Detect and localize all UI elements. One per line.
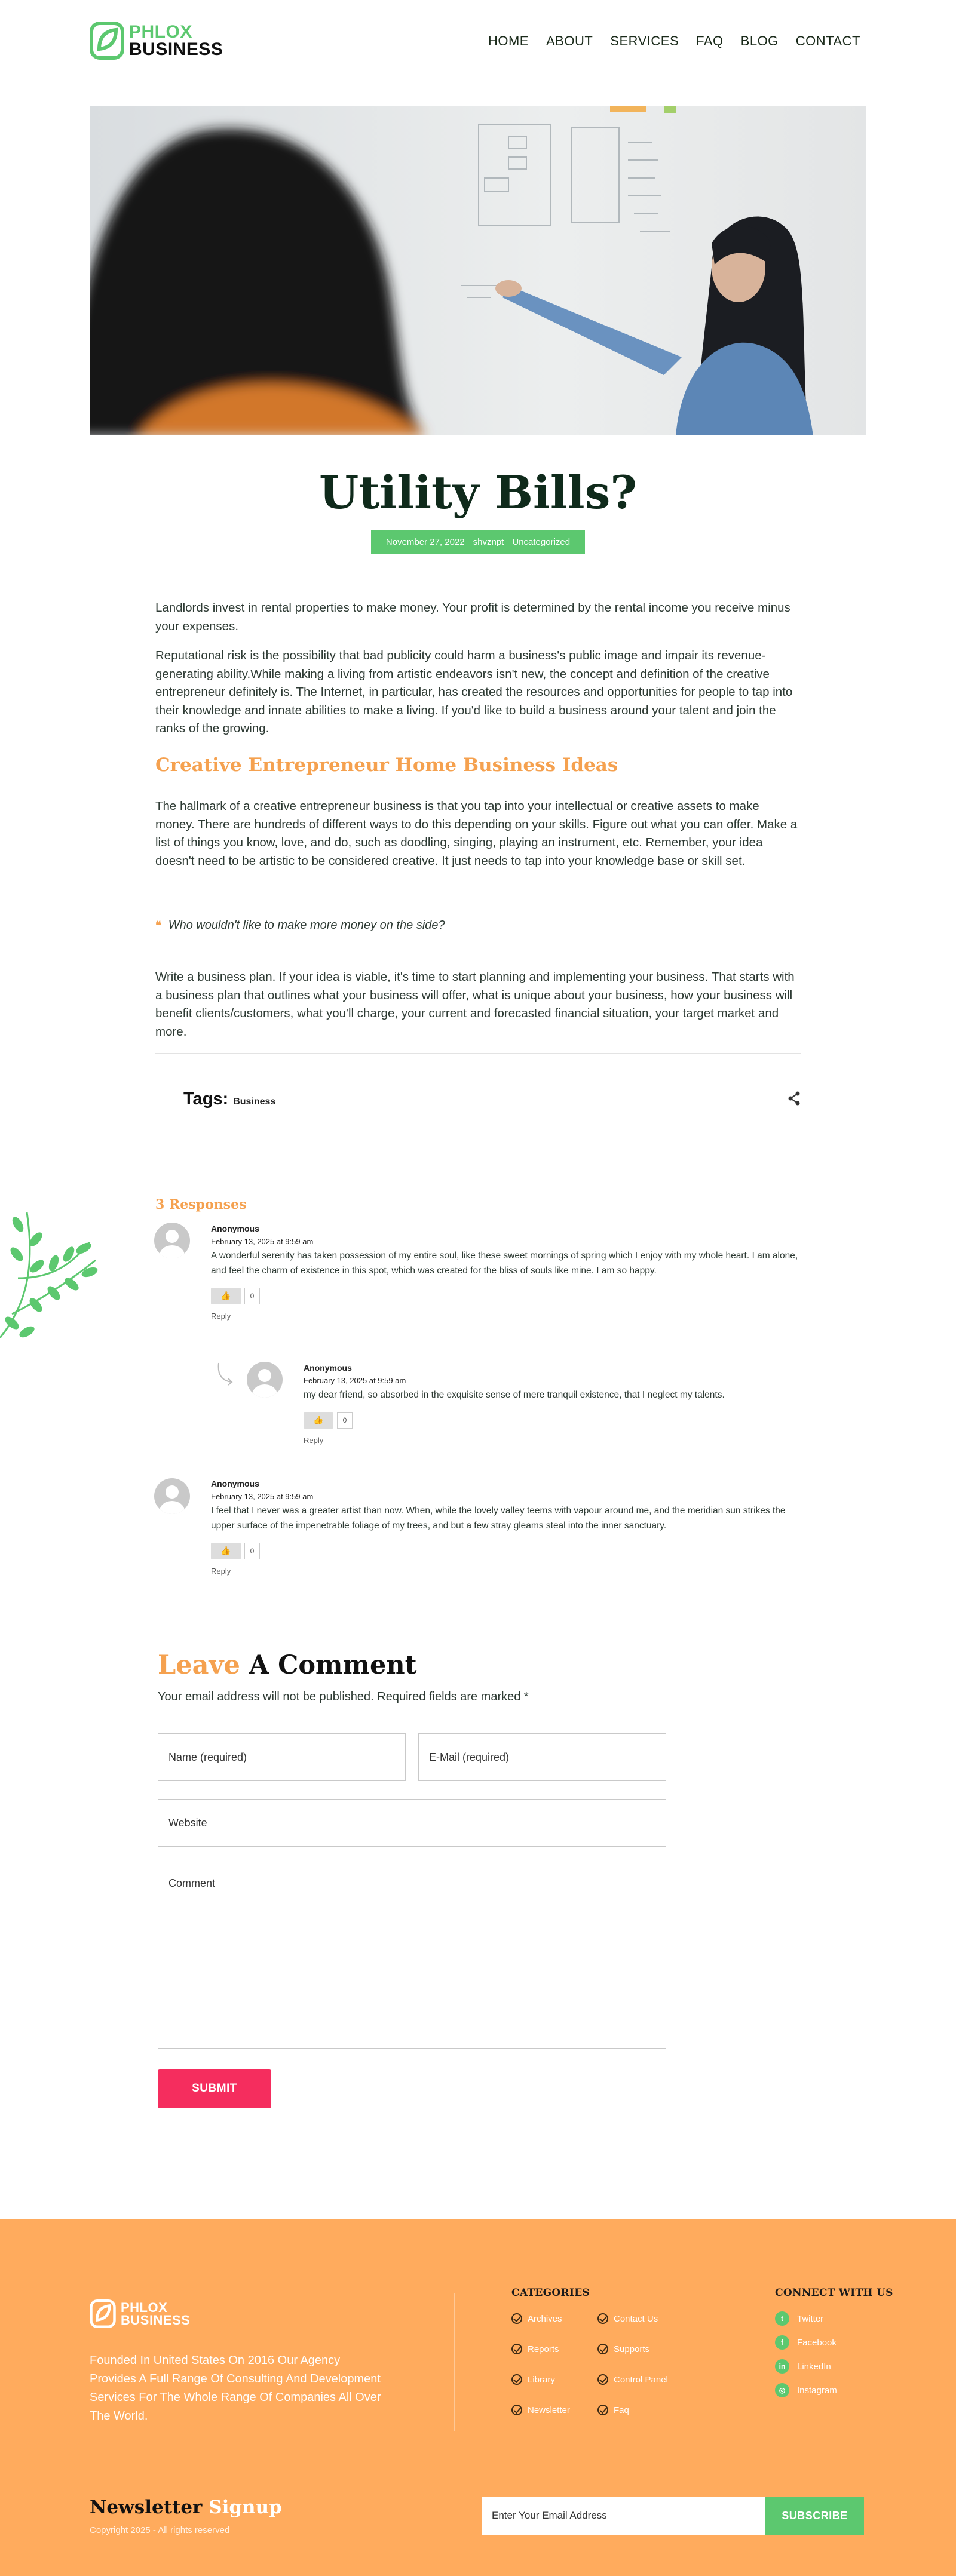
- footer-link-supports[interactable]: [598, 2344, 668, 2354]
- reply-arrow-icon: [216, 1362, 234, 1386]
- comment-text: I feel that I never was a greater artist than now. When, while the lovely valley teems with vapour around me, and the meridian sun strikes the upper surface of the impenetrable foliage of my trees, and but a few stray gleams steal into the inner sanctuary.: [211, 1506, 786, 1531]
- comment-date[interactable]: February 13, 2025 at 9:59 am: [304, 1376, 406, 1385]
- check-circle-icon: [511, 2344, 522, 2354]
- comment-date[interactable]: February 13, 2025 at 9:59 am: [211, 1492, 314, 1501]
- social-twitter[interactable]: [775, 2311, 837, 2326]
- comment: [211, 1224, 802, 1321]
- categories-title: CATEGORIES: [511, 2287, 590, 2299]
- logo-text-top: PHLOX: [129, 22, 192, 42]
- logo-icon: [90, 22, 124, 60]
- newsletter-title: [90, 2497, 282, 2518]
- comment: [211, 1479, 796, 1576]
- social-label: Instagram: [797, 2385, 837, 2396]
- footer-link-control-panel[interactable]: [598, 2374, 668, 2385]
- logo-icon: [90, 2299, 116, 2328]
- avatar: [154, 1478, 190, 1514]
- responses-title: 3 Responses: [155, 1197, 247, 1212]
- categories-col2: [598, 2313, 668, 2415]
- like-count: 0: [244, 1543, 260, 1559]
- paragraph-hallmark: The hallmark of a creative entrepreneur business is that you tap into your intellectual or creative assets to make money. There are hundreds of different ways to do this depending on your skills. Figure out what you can offer. Make a list of things you know, love, and do, such as doodling, singing, playing an instrument, etc. Remember, your idea doesn't need to be artistic to be considered creative. It just needs to tap into your knowledge base or skill set.: [155, 799, 798, 868]
- divider: [155, 1053, 801, 1054]
- footer-link-label: Reports: [528, 2344, 559, 2354]
- like-button[interactable]: 👍: [211, 1288, 241, 1304]
- leave-title-main: A Comment: [249, 1650, 417, 1680]
- paragraph-intro: Landlords invest in rental properties to make money. Your profit is determined by the rental income you receive minus your expenses.: [155, 601, 790, 633]
- footer-link-library[interactable]: [511, 2374, 570, 2385]
- submit-button[interactable]: SUBMIT: [158, 2069, 271, 2108]
- footer-about: Founded In United States On 2016 Our Agency Provides A Full Range Of Consulting And Development Services For The Whole Range Of Companies All Over The World.: [90, 2354, 381, 2423]
- post-author[interactable]: shvznpt: [473, 536, 504, 547]
- footer-link-label: Supports: [614, 2344, 650, 2354]
- social-links: [775, 2311, 837, 2397]
- comment-author: Anonymous: [304, 1363, 352, 1373]
- footer-link-label: Contact Us: [614, 2313, 658, 2324]
- nav-blog[interactable]: BLOG: [740, 33, 779, 48]
- newsletter-title-accent: Signup: [209, 2497, 282, 2518]
- categories-col1: [511, 2313, 570, 2415]
- hero-image: [90, 106, 866, 435]
- footer-separator: [454, 2293, 455, 2431]
- footer-link-faq[interactable]: [598, 2405, 668, 2415]
- footer-link-label: Archives: [528, 2313, 562, 2324]
- footer-link-label: Library: [528, 2374, 555, 2385]
- name-input[interactable]: Name (required): [158, 1733, 406, 1781]
- linkedin-icon: in: [775, 2359, 789, 2374]
- nav-services[interactable]: SERVICES: [610, 33, 679, 48]
- comment-author: Anonymous: [211, 1479, 259, 1488]
- footer-link-newsletter[interactable]: [511, 2405, 570, 2415]
- paragraph-risk: Reputational risk is the possibility that bad publicity could harm a business's public image and impair its revenue-generating ability.While making a living from artistic endeavors isn't new, the concept and definition of the creative entrepreneur definitely is. The Internet, in particular, has created the resources and opportunities for people to tap into their knowledge and innate abilities to make a living. If you'd like to build a business around your talent and join the ranks of the growing.: [155, 649, 793, 735]
- nav-contact[interactable]: CONTACT: [795, 33, 860, 48]
- leave-title-accent: Leave: [158, 1650, 240, 1680]
- social-label: LinkedIn: [797, 2361, 831, 2372]
- comment-date[interactable]: February 13, 2025 at 9:59 am: [211, 1237, 314, 1246]
- like-button[interactable]: 👍: [304, 1412, 333, 1429]
- tags-label: Tags:: [183, 1089, 229, 1109]
- avatar: [247, 1362, 283, 1398]
- reply-link[interactable]: Reply: [304, 1436, 324, 1445]
- check-circle-icon: [511, 2405, 522, 2415]
- social-linkedin[interactable]: [775, 2359, 837, 2374]
- newsletter-title-main: Newsletter: [90, 2497, 203, 2518]
- social-label: Twitter: [797, 2313, 824, 2324]
- main-nav: [488, 33, 860, 49]
- facebook-icon: f: [775, 2335, 789, 2350]
- avatar: [154, 1223, 190, 1258]
- post-title: Utility Bills?: [319, 466, 637, 519]
- connect-title: CONNECT WITH US: [775, 2287, 893, 2299]
- newsletter-email-input[interactable]: Enter Your Email Address: [482, 2497, 765, 2535]
- footer-link-label: Faq: [614, 2405, 629, 2415]
- tag-link[interactable]: Business: [233, 1097, 276, 1107]
- comment-text: my dear friend, so absorbed in the exquisite sense of mere tranquil existence, that I neglect my talents.: [304, 1390, 725, 1400]
- leaf-decoration-icon: [0, 1206, 102, 1344]
- comment-text: A wonderful serenity has taken possession of my entire soul, like these sweet mornings of spring which I enjoy with my whole heart. I am alone, and feel the charm of existence in this spot, which was created for the bliss of souls like mine. I am so happy.: [211, 1251, 798, 1276]
- check-circle-icon: [598, 2313, 608, 2324]
- social-instagram[interactable]: [775, 2383, 837, 2397]
- comment: [304, 1363, 799, 1445]
- quote-text: Who wouldn't like to make more money on the side?: [168, 919, 445, 932]
- logo-text-bottom: BUSINESS: [129, 39, 223, 59]
- check-circle-icon: [511, 2313, 522, 2324]
- check-circle-icon: [598, 2374, 608, 2385]
- nav-faq[interactable]: FAQ: [696, 33, 724, 48]
- footer-link-archives[interactable]: [511, 2313, 570, 2324]
- copyright: Copyright 2025 - All rights reserved: [90, 2525, 230, 2535]
- post-date[interactable]: November 27, 2022: [385, 536, 465, 547]
- subscribe-button[interactable]: SUBSCRIBE: [765, 2497, 864, 2535]
- check-circle-icon: [511, 2374, 522, 2385]
- like-button[interactable]: 👍: [211, 1543, 241, 1559]
- reply-link[interactable]: Reply: [211, 1312, 231, 1321]
- form-note: Your email address will not be published. Required fields are marked *: [158, 1690, 529, 1703]
- comment-author: Anonymous: [211, 1224, 259, 1233]
- footer-logo[interactable]: [90, 2299, 190, 2328]
- paragraph-plan: Write a business plan. If your idea is viable, it's time to start planning and implementing your business. That starts with a business plan that outlines what your business will offer, what is unique about your business, how your business will benefit clients/customers, what you'll charge, your current and forecasted financial situation, your target market and more.: [155, 970, 795, 1039]
- instagram-icon: ◎: [775, 2383, 789, 2397]
- footer-logo-top: PHLOX: [121, 2300, 168, 2315]
- footer-link-label: Newsletter: [528, 2405, 570, 2415]
- website-input[interactable]: Website: [158, 1799, 666, 1847]
- footer-link-contact[interactable]: [598, 2313, 668, 2324]
- post-tags: [183, 1089, 275, 1109]
- email-input[interactable]: E-Mail (required): [418, 1733, 666, 1781]
- nav-about[interactable]: ABOUT: [546, 33, 593, 48]
- footer-link-label: Control Panel: [614, 2374, 668, 2385]
- check-circle-icon: [598, 2344, 608, 2354]
- leave-comment-title: [158, 1650, 417, 1680]
- reply-link[interactable]: Reply: [211, 1567, 231, 1576]
- site-logo[interactable]: [90, 22, 223, 60]
- quote-icon: ❝: [155, 919, 161, 931]
- post-category[interactable]: Uncategorized: [512, 536, 571, 547]
- blockquote: [155, 919, 445, 932]
- twitter-icon: t: [775, 2311, 789, 2326]
- social-label: Facebook: [797, 2337, 836, 2348]
- footer-link-reports[interactable]: [511, 2344, 570, 2354]
- nav-home[interactable]: HOME: [488, 33, 529, 48]
- footer-logo-bottom: BUSINESS: [121, 2313, 191, 2328]
- share-icon[interactable]: [788, 1091, 801, 1106]
- comment-textarea[interactable]: Comment: [158, 1865, 666, 2049]
- like-count: 0: [337, 1412, 353, 1429]
- like-count: 0: [244, 1288, 260, 1304]
- post-meta: [371, 530, 585, 554]
- check-circle-icon: [598, 2405, 608, 2415]
- social-facebook[interactable]: [775, 2335, 837, 2350]
- section-heading: Creative Entrepreneur Home Business Ideas: [155, 754, 618, 776]
